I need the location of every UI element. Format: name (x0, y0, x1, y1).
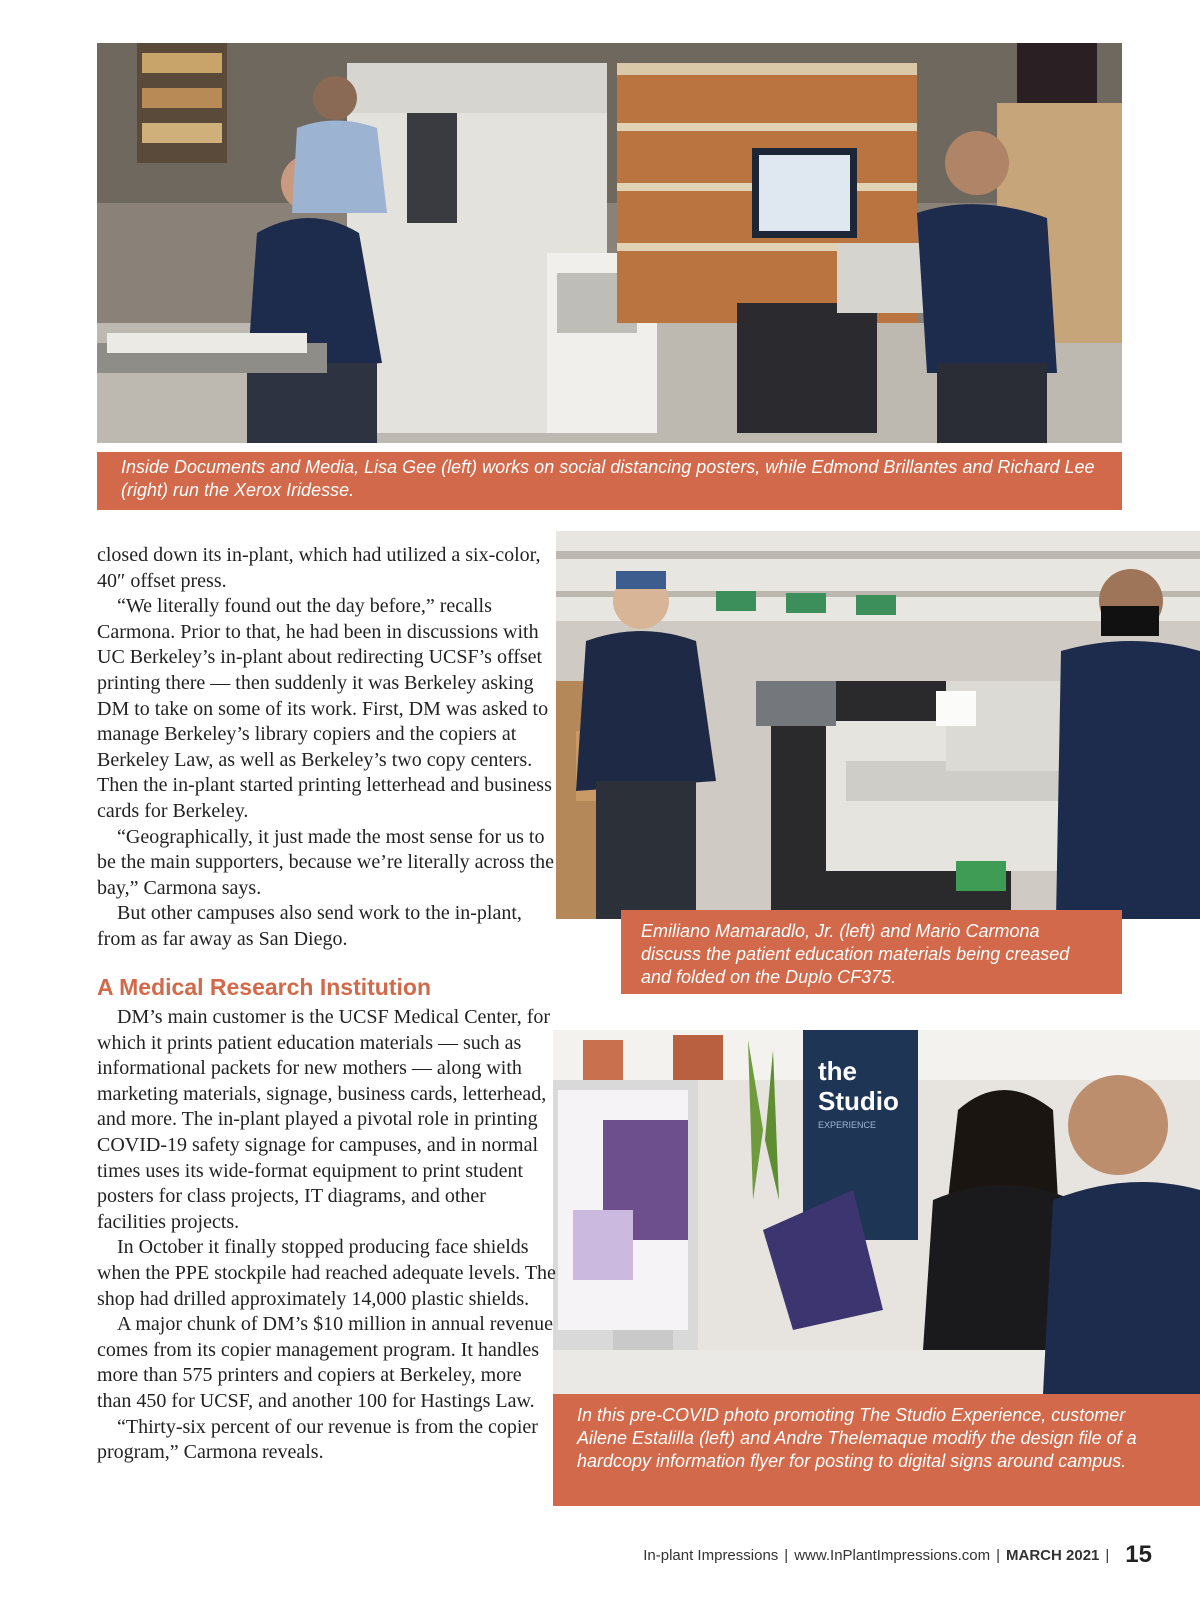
page-footer (643, 1541, 1152, 1569)
article-body-section (97, 1005, 557, 1466)
footer-separator: | (996, 1547, 1001, 1564)
article-paragraph: “Geographically, it just made the most sense for us to be the main supporters, because we’re literally across the bay,” Carmona says. (97, 825, 555, 899)
article-body-intro (97, 543, 557, 953)
photo-print-shop (97, 43, 1122, 443)
article-paragraph: “Thirty-six percent of our revenue is from the copier program,” Carmona reveals. (97, 1415, 538, 1464)
caption-text: Inside Documents and Media, Lisa Gee (left) works on social distancing posters, while Edmond Brillantes and Richard Lee (right) run the Xerox Iridesse. (121, 457, 1095, 500)
article-paragraph: In October it finally stopped producing face shields when the PPE stockpile had reached adequate levels. The shop had drilled approximately 14,000 plastic shields. (97, 1236, 556, 1310)
studio-sign-line3: EXPERIENCE (818, 1120, 877, 1130)
caption-text: Emiliano Mamaradlo, Jr. (left) and Mario Carmona discuss the patient education materials being creased and folded on the Duplo CF375. (641, 921, 1070, 987)
article-paragraph: DM’s main customer is the UCSF Medical Center, for which it prints patient education materials — such as informational packets for new mothers — along with marketing materials, signage, business cards, letterhead, and more. The in-plant played a pivotal role in printing COVID-19 safety signage for campuses, and in normal times uses its wide-format equipment to print student posters for class projects, IT diagrams, and other facilities projects. (97, 1006, 551, 1233)
footer-issue: MARCH 2021 (1006, 1547, 1100, 1564)
footer-separator: | (784, 1547, 789, 1564)
section-heading: A Medical Research Institution (97, 974, 431, 1000)
photo-duplo-machine (556, 531, 1200, 919)
photo-caption-studio (553, 1394, 1200, 1506)
footer-separator: | (1105, 1547, 1110, 1564)
studio-sign-line1: the (818, 1056, 857, 1086)
article-paragraph: But other campuses also send work to the in-plant, from as far away as San Diego. (97, 902, 522, 950)
caption-text: In this pre-COVID photo promoting The Studio Experience, customer Ailene Estalilla (left) and Andre Thelemaque modify the design file of a hardcopy information flyer for posting to digital signs around campus. (577, 1405, 1137, 1471)
page-number: 15 (1125, 1541, 1152, 1568)
footer-website[interactable]: www.InPlantImpressions.com (794, 1547, 991, 1564)
article-paragraph: closed down its in-plant, which had utilized a six-color, 40″ offset press. (97, 544, 541, 592)
article-paragraph: A major chunk of DM’s $10 million in annual revenue comes from its copier management program. It handles more than 575 printers and copiers at Berkeley, more than 450 for UCSF, and another 100 for Hastings Law. (97, 1313, 554, 1412)
photo-caption-print-shop (97, 452, 1122, 510)
article-paragraph: “We literally found out the day before,” recalls Carmona. Prior to that, he had been in discussions with UC Berkeley’s in-plant about redirecting UCSF’s offset printing there — then suddenly it was Berkeley asking DM to take on some of its work. First, DM was asked to manage Berkeley’s library copiers and the copiers at Berkeley Law, as well as Berkeley’s two copy centers. Then the in-plant started printing letterhead and business cards for Berkeley. (97, 595, 552, 822)
photo-caption-duplo (621, 910, 1122, 994)
footer-publication: In-plant Impressions (643, 1547, 779, 1564)
photo-studio-experience (553, 1030, 1200, 1394)
studio-sign-line2: Studio (818, 1086, 899, 1116)
